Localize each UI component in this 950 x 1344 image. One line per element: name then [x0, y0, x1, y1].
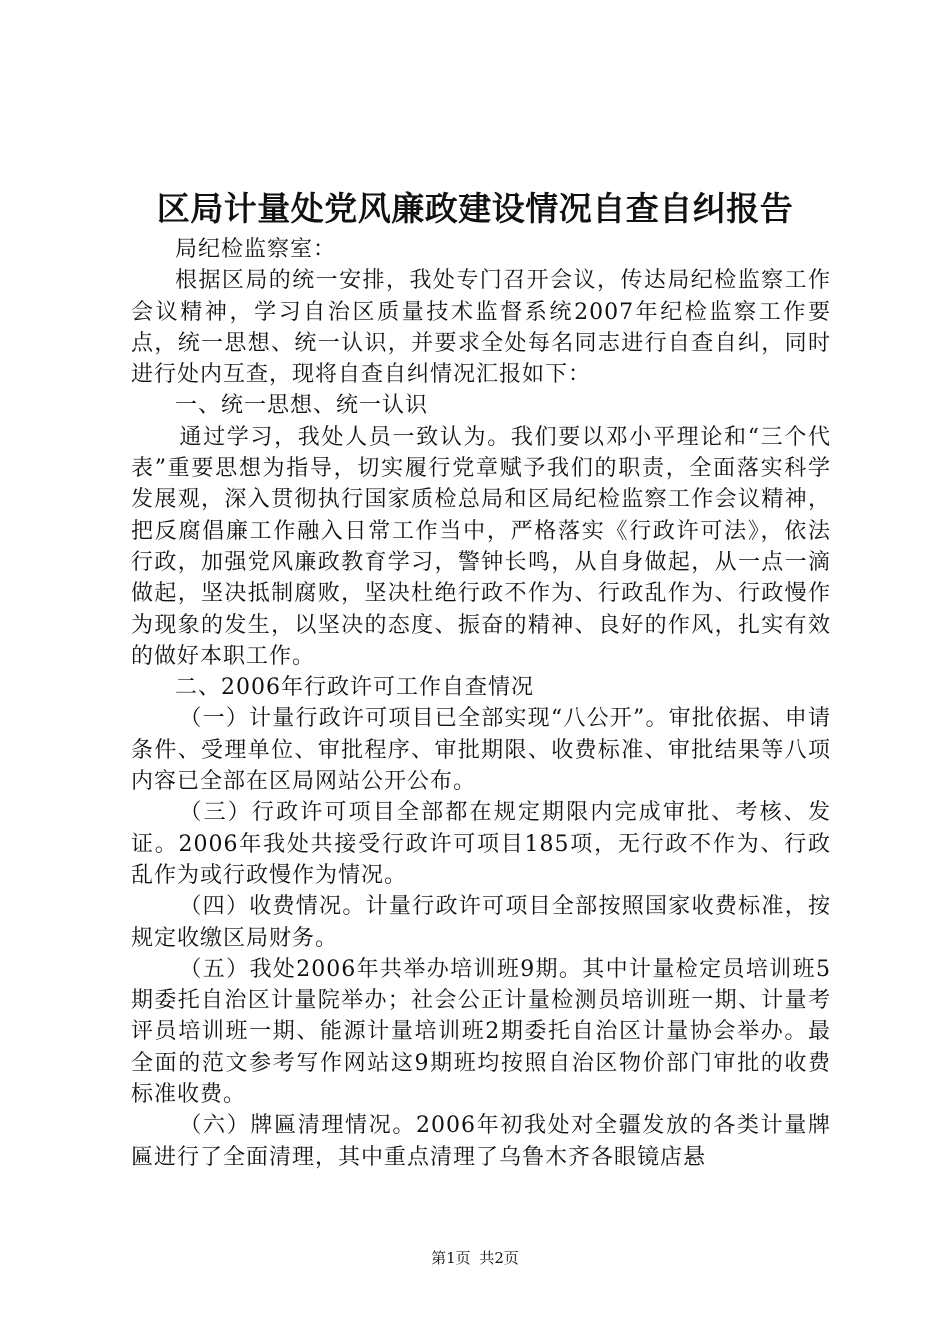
item-6-paragraph: （六）牌匾清理情况。2006年初我处对全疆发放的各类计量牌匾进行了全面清理，其中重点清理了乌鲁木齐各眼镜店悬 [131, 1113, 831, 1170]
item-4-paragraph: （四）收费情况。计量行政许可项目全部按照国家收费标准，按规定收缴区局财务。 [131, 894, 831, 951]
page-total: 共2页 [479, 1249, 519, 1267]
section-heading-1: 一、统一思想、统一认识 [175, 393, 429, 419]
document-title: 区局计量处党风廉政建设情况自查自纠报告 [156, 189, 794, 228]
document-body [131, 234, 831, 1173]
item-3-paragraph: （三）行政许可项目全部都在规定期限内完成审批、考核、发证。2006年我处共接受行政许可项目185项，无行政不作为、行政乱作为或行政慢作为情况。 [131, 800, 831, 888]
page-footer [0, 1248, 950, 1268]
item-5-paragraph: （五）我处2006年共举办培训班9期。其中计量检定员培训班5期委托自治区计量院举办；社会公正计量检测员培训班一期、计量考评员培训班一期、能源计量培训班2期委托自治区计量协会举办。最全面的范文参考写作网站这9期班均按照自治区物价部门审批的收费标准收费。 [131, 956, 831, 1108]
item-1-paragraph: （一）计量行政许可项目已全部实现“八公开”。审批依据、申请条件、受理单位、审批程序、审批期限、收费标准、审批结果等八项内容已全部在区局网站公开公布。 [131, 706, 831, 795]
intro-paragraph: 根据区局的统一安排，我处专门召开会议，传达局纪检监察工作会议精神，学习自治区质量技术监督系统2007年纪检监察工作要点，统一思想、统一认识，并要求全处每名同志进行自查自纠，同时进行处内互查，现将自查自纠情况汇报如下： [131, 268, 831, 388]
section-1-paragraph: 通过学习，我处人员一致认为。我们要以邓小平理论和“三个代表”重要思想为指导，切实履行党章赋予我们的职责，全面落实科学发展观，深入贯彻执行国家质检总局和区局纪检监察工作会议精神，把反腐倡廉工作融入日常工作当中，严格落实《行政许可法》，依法行政，加强党风廉政教育学习，警钟长鸣，从自身做起，从一点一滴做起，坚决抵制腐败，坚决杜绝行政不作为、行政乱作为、行政慢作为现象的发生，以坚决的态度、振奋的精神、良好的作风，扎实有效的做好本职工作。 [131, 424, 831, 669]
page-number: 第1页 [431, 1249, 471, 1267]
section-heading-2: 二、2006年行政许可工作自查情况 [175, 675, 534, 701]
salutation: 局纪检监察室： [175, 237, 337, 262]
